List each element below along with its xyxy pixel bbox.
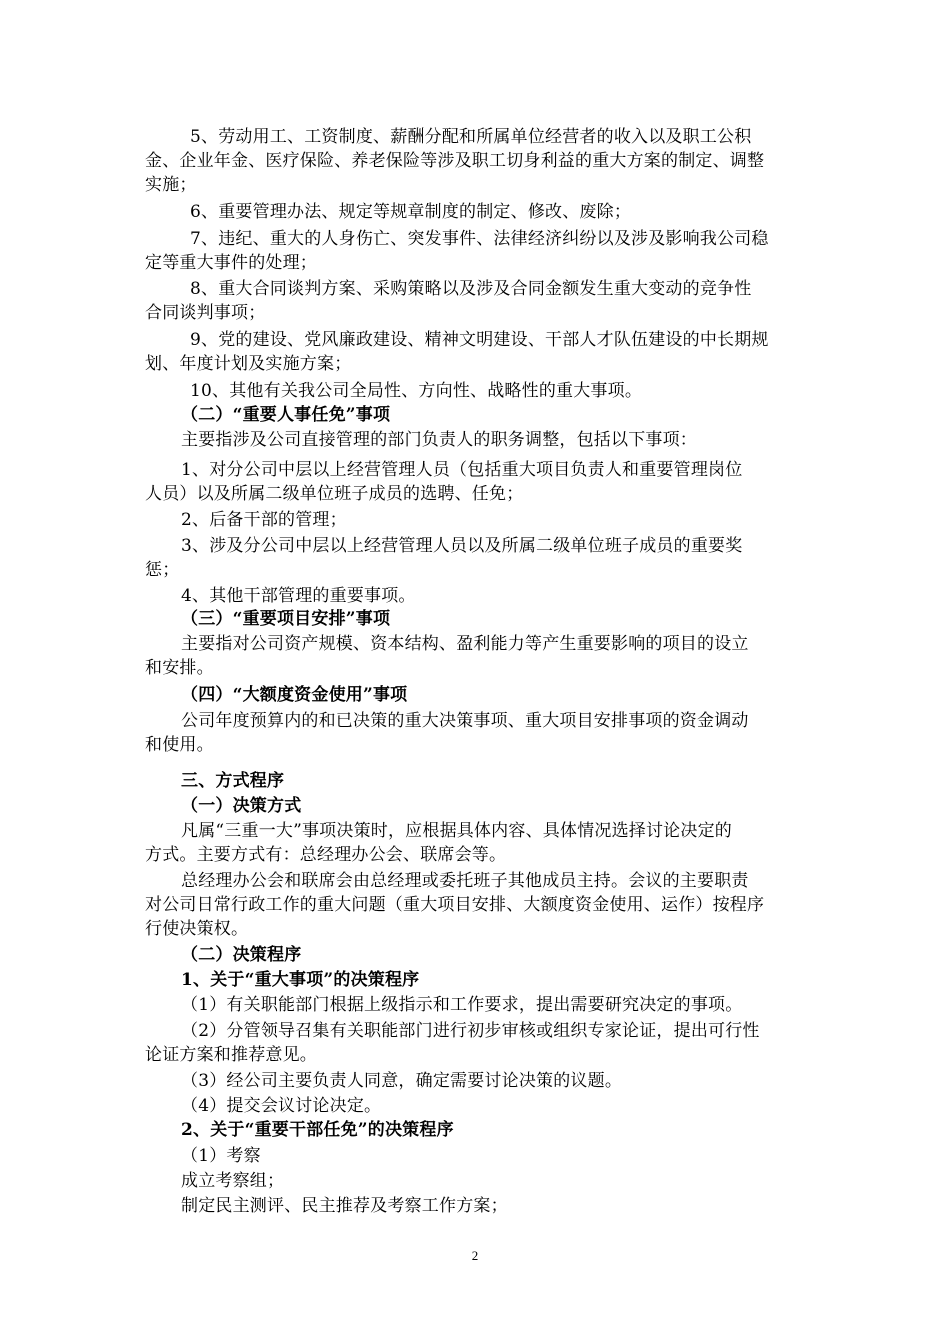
- text-line: 主要指涉及公司直接管理的部门负责人的职务调整，包括以下事项：: [181, 430, 697, 450]
- text-line: 1、对分公司中层以上经营管理人员（包括重大项目负责人和重要管理岗位: [181, 460, 743, 480]
- text-line: 金、企业年金、医疗保险、养老保险等涉及职工切身利益的重大方案的制定、调整: [145, 151, 765, 171]
- text-line: 9、党的建设、党风廉政建设、精神文明建设、干部人才队伍建设的中长期规: [190, 330, 769, 350]
- text-line: 8、重大合同谈判方案、采购策略以及涉及合同金额发生重大变动的竞争性: [190, 279, 752, 299]
- text-line: 划、年度计划及实施方案；: [145, 354, 352, 374]
- section-heading: 三、方式程序: [181, 771, 285, 791]
- section-heading: （二）“重要人事任免”事项: [181, 405, 391, 425]
- text-line: 人员）以及所属二级单位班子成员的选聘、任免；: [145, 484, 524, 504]
- text-line: 行使决策权。: [145, 919, 249, 939]
- text-line: （2）分管领导召集有关职能部门进行初步审核或组织专家论证，提出可行性: [181, 1021, 760, 1041]
- text-line: （4）提交会议讨论决定。: [181, 1096, 382, 1116]
- text-line: 公司年度预算内的和已决策的重大决策事项、重大项目安排事项的资金调动: [181, 711, 749, 731]
- text-line: 2、后备干部的管理；: [181, 510, 347, 530]
- text-line: 6、重要管理办法、规定等规章制度的制定、修改、废除；: [190, 202, 632, 222]
- text-line: 方式。主要方式有：总经理办公会、联席会等。: [145, 845, 507, 865]
- text-line: 论证方案和推荐意见。: [145, 1045, 317, 1065]
- text-line: 对公司日常行政工作的重大问题（重大项目安排、大额度资金使用、运作）按程序: [145, 895, 765, 915]
- text-line: 5、劳动用工、工资制度、薪酬分配和所属单位经营者的收入以及职工公积: [190, 127, 752, 147]
- text-line: 实施；: [145, 175, 197, 195]
- text-line: 和使用。: [145, 735, 214, 755]
- text-line: 总经理办公会和联席会由总经理或委托班子其他成员主持。会议的主要职责: [181, 871, 749, 891]
- section-heading: （三）“重要项目安排”事项: [181, 609, 391, 629]
- text-line: 惩；: [145, 560, 180, 580]
- text-line: 4、其他干部管理的重要事项。: [181, 586, 416, 606]
- text-line: 定等重大事件的处理；: [145, 253, 317, 273]
- text-line: 和安排。: [145, 658, 214, 678]
- section-heading: （四）“大额度资金使用”事项: [181, 685, 408, 705]
- section-heading: （二）决策程序: [181, 945, 302, 965]
- text-line: 凡属“三重一大”事项决策时，应根据具体内容、具体情况选择讨论决定的: [181, 821, 732, 841]
- text-line: （1）考察: [181, 1146, 261, 1166]
- page-number: 2: [471, 1248, 479, 1263]
- section-heading: 1、关于“重大事项”的决策程序: [181, 970, 420, 990]
- text-line: 主要指对公司资产规模、资本结构、盈利能力等产生重要影响的项目的设立: [181, 634, 749, 654]
- text-line: 成立考察组；: [181, 1171, 285, 1191]
- section-heading: （一）决策方式: [181, 796, 302, 816]
- text-line: 7、违纪、重大的人身伤亡、突发事件、法律经济纠纷以及涉及影响我公司稳: [190, 229, 769, 249]
- text-line: 合同谈判事项；: [145, 303, 266, 323]
- text-line: 制定民主测评、民主推荐及考察工作方案；: [181, 1196, 508, 1216]
- text-line: 10、其他有关我公司全局性、方向性、战略性的重大事项。: [190, 381, 643, 401]
- text-line: （3）经公司主要负责人同意，确定需要讨论决策的议题。: [181, 1071, 623, 1091]
- text-line: 3、涉及分公司中层以上经营管理人员以及所属二级单位班子成员的重要奖: [181, 536, 743, 556]
- section-heading: 2、关于“重要干部任免”的决策程序: [181, 1120, 454, 1140]
- text-line: （1）有关职能部门根据上级指示和工作要求，提出需要研究决定的事项。: [181, 995, 743, 1015]
